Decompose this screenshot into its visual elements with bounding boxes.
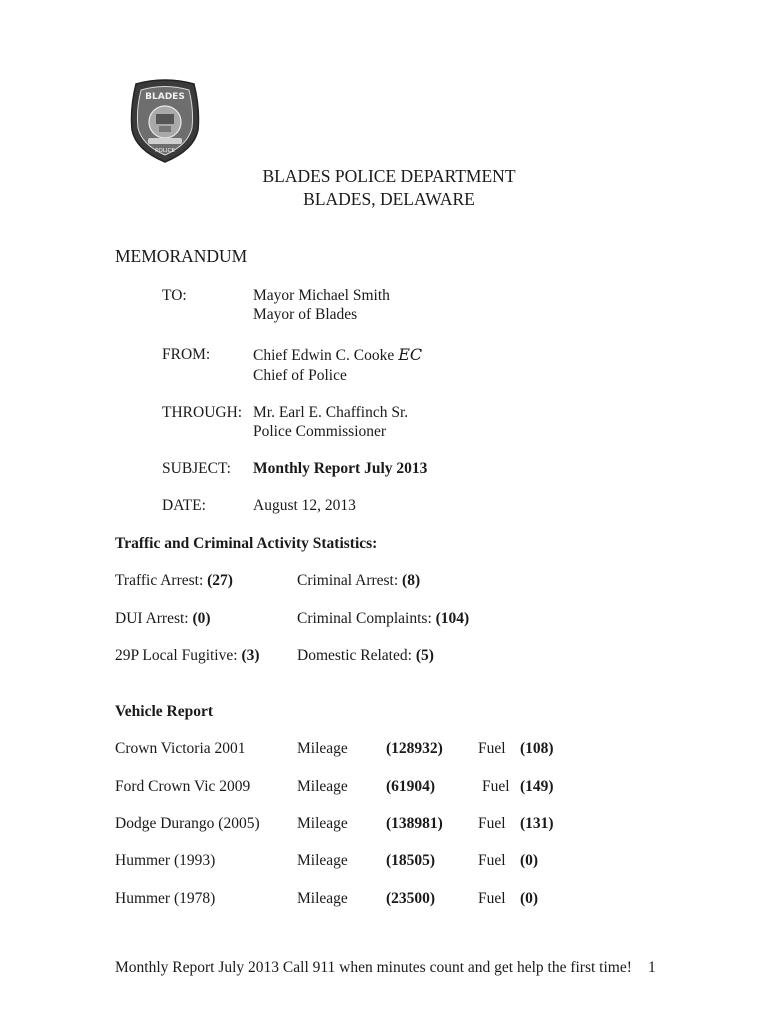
stat-value: (104) bbox=[435, 610, 470, 627]
stat-criminal-arrest bbox=[297, 571, 420, 590]
memo-title: MEMORANDUM bbox=[115, 246, 248, 266]
through-label: THROUGH: bbox=[162, 404, 243, 421]
vehicle-report-heading: Vehicle Report bbox=[115, 703, 214, 720]
stat-criminal-complaints bbox=[297, 609, 469, 628]
stat-dui-arrest bbox=[115, 609, 211, 628]
department-location: BLADES, DELAWARE bbox=[303, 189, 475, 209]
fuel-label: Fuel bbox=[478, 852, 506, 869]
police-badge-logo bbox=[128, 78, 202, 164]
date-value: August 12, 2013 bbox=[253, 497, 356, 514]
stat-label: Criminal Arrest: bbox=[297, 572, 399, 589]
stat-label: Domestic Related: bbox=[297, 647, 412, 664]
stat-value: (0) bbox=[192, 610, 211, 627]
to-title: Mayor of Blades bbox=[253, 306, 358, 323]
mileage-label: Mileage bbox=[297, 890, 348, 907]
through-name: Mr. Earl E. Chaffinch Sr. bbox=[253, 404, 409, 421]
mileage-label: Mileage bbox=[297, 852, 348, 869]
vehicle-name: Hummer (1978) bbox=[115, 890, 216, 907]
fuel-label: Fuel bbox=[478, 815, 506, 832]
from-label: FROM: bbox=[162, 346, 211, 363]
fuel-value: (0) bbox=[520, 852, 539, 869]
vehicle-name: Dodge Durango (2005) bbox=[115, 815, 260, 832]
vehicle-name: Crown Victoria 2001 bbox=[115, 740, 246, 757]
stat-label: Criminal Complaints: bbox=[297, 610, 432, 627]
stat-value: (5) bbox=[415, 647, 434, 664]
fuel-value: (0) bbox=[520, 890, 539, 907]
stat-value: (8) bbox=[402, 572, 421, 589]
badge-bottom-text: POLICE bbox=[155, 148, 175, 154]
date-label: DATE: bbox=[162, 497, 206, 514]
to-label: TO: bbox=[162, 287, 187, 304]
badge-top-text: BLADES bbox=[145, 92, 185, 102]
to-name: Mayor Michael Smith bbox=[253, 287, 390, 304]
stat-value: (3) bbox=[241, 647, 260, 664]
mileage-value: (18505) bbox=[386, 852, 436, 869]
from-name: Chief Edwin C. Cooke bbox=[253, 347, 395, 364]
fuel-label: Fuel bbox=[478, 890, 506, 907]
subject-value: Monthly Report July 2013 bbox=[253, 460, 428, 477]
mileage-label: Mileage bbox=[297, 815, 348, 832]
page-number: 1 bbox=[648, 959, 656, 976]
stat-traffic-arrest bbox=[115, 571, 233, 590]
mileage-value: (61904) bbox=[386, 778, 436, 795]
stats-heading: Traffic and Criminal Activity Statistics: bbox=[115, 535, 378, 552]
fuel-value: (149) bbox=[520, 778, 554, 795]
stat-label: 29P Local Fugitive: bbox=[115, 647, 238, 664]
mileage-value: (138981) bbox=[386, 815, 443, 832]
stat-local-fugitive bbox=[115, 646, 260, 665]
stat-label: Traffic Arrest: bbox=[115, 572, 204, 589]
department-name: BLADES POLICE DEPARTMENT bbox=[262, 166, 516, 186]
through-title: Police Commissioner bbox=[253, 423, 387, 440]
stat-label: DUI Arrest: bbox=[115, 610, 189, 627]
mileage-label: Mileage bbox=[297, 740, 348, 757]
stat-domestic-related bbox=[297, 646, 434, 665]
from-initials-signature: EC bbox=[398, 345, 423, 364]
from-name-line bbox=[253, 345, 422, 365]
mileage-value: (23500) bbox=[386, 890, 436, 907]
footer-text: Monthly Report July 2013 Call 911 when minutes count and get help the first time! bbox=[115, 959, 632, 976]
vehicle-name: Ford Crown Vic 2009 bbox=[115, 778, 251, 795]
from-title: Chief of Police bbox=[253, 367, 347, 384]
fuel-label: Fuel bbox=[478, 740, 506, 757]
fuel-label: Fuel bbox=[482, 778, 510, 795]
fuel-value: (131) bbox=[520, 815, 554, 832]
stat-value: (27) bbox=[207, 572, 233, 589]
mileage-label: Mileage bbox=[297, 778, 348, 795]
mileage-value: (128932) bbox=[386, 740, 443, 757]
fuel-value: (108) bbox=[520, 740, 554, 757]
vehicle-name: Hummer (1993) bbox=[115, 852, 216, 869]
subject-label: SUBJECT: bbox=[162, 460, 231, 477]
